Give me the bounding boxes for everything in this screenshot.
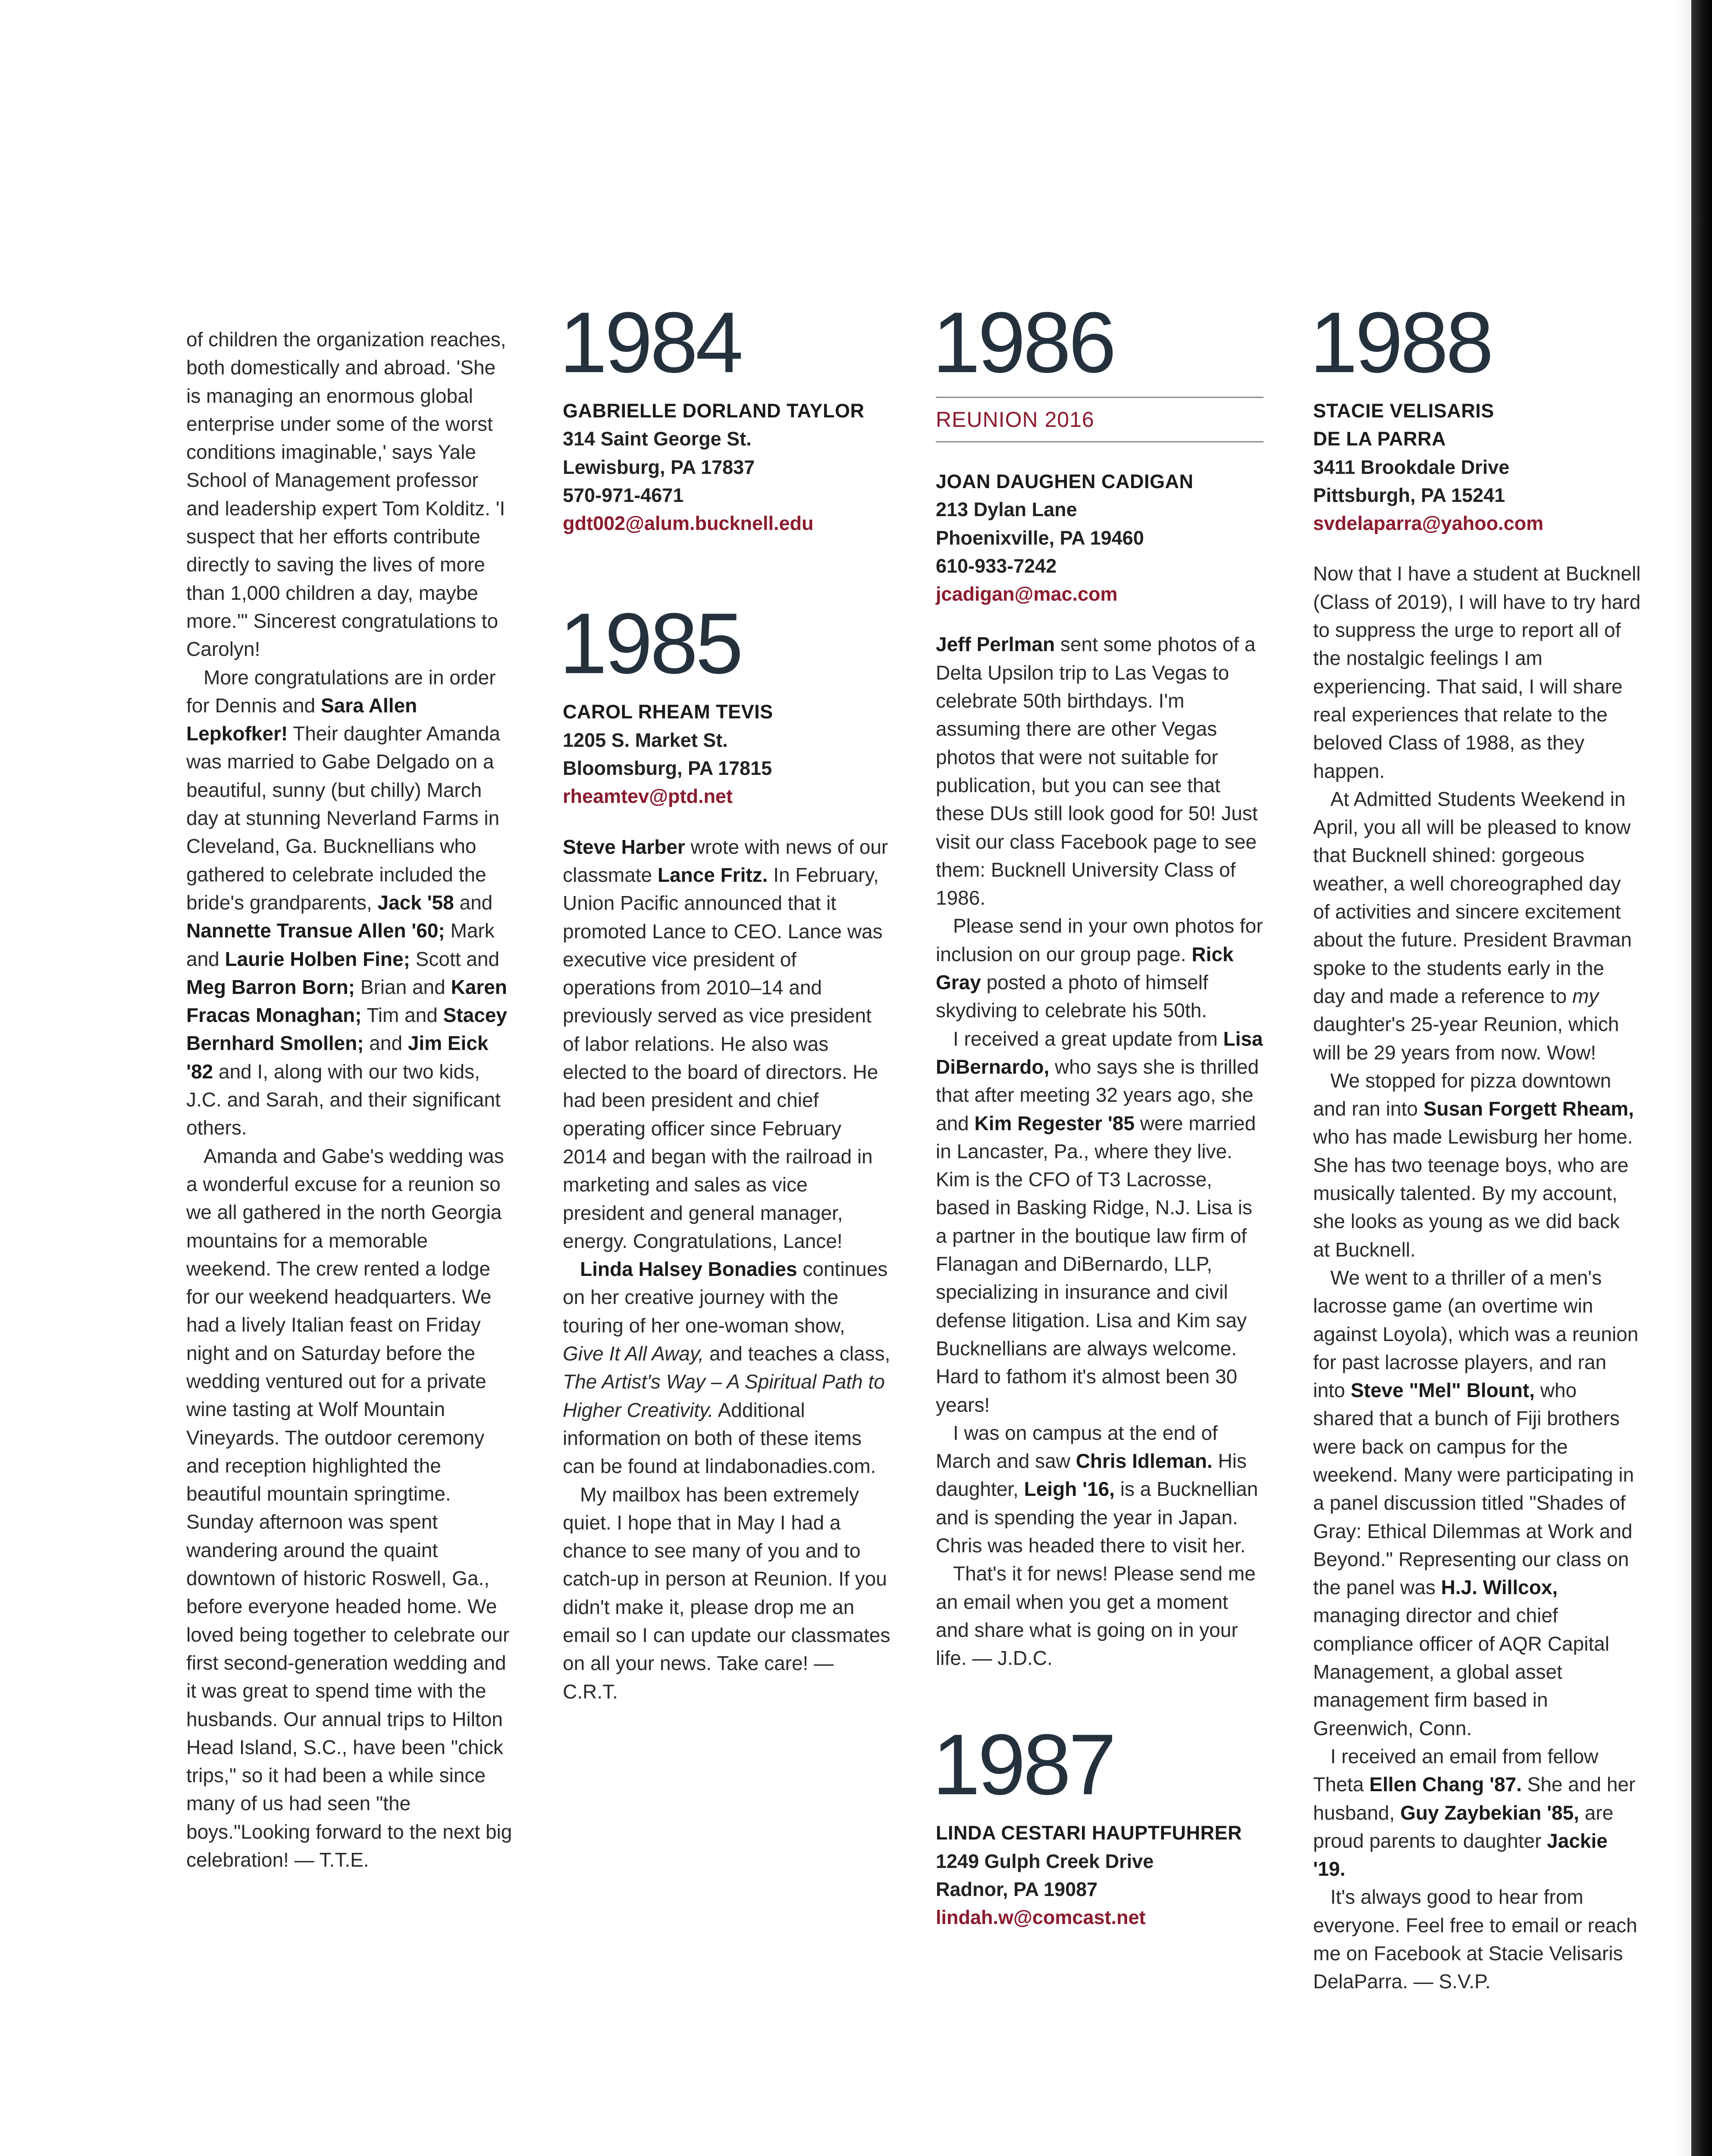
class-note-paragraph xyxy=(1313,1067,1641,1264)
text-run: and xyxy=(364,1032,408,1055)
person-name: Steve Harber xyxy=(563,835,685,858)
text-run: Additional information on both of these items can be found at lindabonadies.com. xyxy=(563,1398,876,1478)
work-title: The Artist's Way – A Spiritual Path to Higher Creativity. xyxy=(563,1370,885,1421)
secretary-email[interactable]: rheamtev@ptd.net xyxy=(563,785,733,808)
secretary-phone: 610-933-7242 xyxy=(936,555,1057,577)
text-run: who says she is thrilled that after meeting 32 years ago, she and xyxy=(936,1055,1259,1134)
person-name: Sara Allen Lepkofker! xyxy=(186,694,417,745)
col1-paragraph: Amanda and Gabe's wedding was a wonderful excuse for a reunion so we all gathered in the north Georgia mountains for a memorable weekend. The crew rented a lodge for our weekend headquarters. We had a lively Italian feast on Friday night and on Saturday before the wedding ventured out for a private wine tasting at Wolf Mountain Vineyards. The outdoor ceremony and reception highlighted the beautiful mountain springtime. Sunday afternoon was spent wandering around the quaint downtown of historic Roswell, Ga., before everyone headed home. We loved being together to celebrate our first second-generation wedding and it was great to spend time with the husbands. Our annual trips to Hilton Head Island, S.C., have been "chick trips," so it had been a while since many of us had seen "the boys."Looking forward to the next big celebration! — T.T.E. xyxy=(186,1144,512,1871)
person-name: Jim Eick '82 xyxy=(186,1032,489,1083)
secretary-address: 314 Saint George St. xyxy=(563,428,752,450)
class-year-heading: 1987 xyxy=(932,1717,1114,1813)
person-name: Lisa DiBernardo, xyxy=(936,1027,1263,1078)
person-name: Meg Barron Born; xyxy=(186,975,355,998)
column-4 xyxy=(1310,295,1641,1996)
class-note-paragraph xyxy=(1313,1264,1641,1742)
person-name: Jackie '19. xyxy=(1313,1829,1608,1880)
text-run: I received a great update from xyxy=(953,1027,1223,1050)
class-secretary-contact xyxy=(1313,397,1641,537)
secretary-phone: 570-971-4671 xyxy=(563,484,684,506)
text-run: are proud parents to daughter xyxy=(1313,1801,1614,1852)
secretary-name: LINDA CESTARI HAUPTFUHRER xyxy=(936,1822,1242,1844)
person-name: Lance Fritz. xyxy=(657,863,768,886)
emphasis: my xyxy=(1572,984,1599,1007)
work-title: Give It All Away, xyxy=(563,1342,704,1365)
text-run: and xyxy=(454,891,493,914)
person-name: H.J. Willcox, xyxy=(1441,1576,1558,1599)
text-run: managing director and chief compliance officer of AQR Capital Management, a global asset management firm based in Greenwich, Conn. xyxy=(1313,1604,1609,1739)
secretary-city: Radnor, PA 19087 xyxy=(936,1878,1098,1901)
class-year-heading: 1986 xyxy=(932,295,1114,391)
text-run: who has made Lewisburg her home. She has two teenage boys, who are musically talented. By my account, she looks as young as we did back at Bucknell. xyxy=(1313,1125,1633,1261)
person-name: Linda Halsey Bonadies xyxy=(580,1258,797,1281)
person-name: Susan Forgett Rheam, xyxy=(1423,1097,1634,1120)
reunion-rule-bottom xyxy=(936,441,1264,442)
person-name: Leigh '16, xyxy=(1024,1478,1115,1501)
reunion-label: REUNION 2016 xyxy=(936,407,1094,432)
class-note-paragraph xyxy=(563,1255,890,1480)
secretary-city: Pittsburgh, PA 15241 xyxy=(1313,484,1505,506)
secretary-city: Lewisburg, PA 17837 xyxy=(563,456,755,478)
class-secretary-contact xyxy=(563,397,890,537)
class-note-paragraph xyxy=(1313,785,1641,1067)
text-run: Their daughter Amanda was married to Gabe Delgado on a beautiful, sunny (but chilly) March day at stunning Neverland Farms in Cleveland, Ga. Bucknellians who gathered to celebrate included the bride's grandparents, xyxy=(186,722,500,914)
col1-paragraph: of children the organization reaches, both domestically and abroad. 'She is managing an enormous global enterprise under some of the worst conditions imaginable,' says Yale School of Management professor and leadership expert Tom Kolditz. 'I suspect that her efforts contribute directly to saving the lives of more than 1,000 children a day, maybe more.'" Sincerest congratulations to Carolyn! xyxy=(186,328,506,661)
person-name: Guy Zaybekian '85, xyxy=(1400,1801,1579,1824)
page-gutter-shadow xyxy=(1674,0,1691,2156)
column-3 xyxy=(932,295,1264,1954)
secretary-city: Bloomsburg, PA 17815 xyxy=(563,757,772,780)
class-note-paragraph: My mailbox has been extremely quiet. I hope that in May I had a chance to see many of you and to catch-up in person at Reunion. If you didn't make it, please drop me an email so I can update our classmates on all your news. Take care! — C.R.T. xyxy=(563,1483,890,1703)
class-secretary-contact xyxy=(936,467,1264,608)
text-run: We went to a thriller of a men's lacrosse game (an overtime win against Loyola), which was a reunion for past lacrosse players, and ran into xyxy=(1313,1266,1639,1402)
secretary-email[interactable]: svdelaparra@yahoo.com xyxy=(1313,512,1544,535)
person-name: Steve "Mel" Blount, xyxy=(1350,1379,1535,1402)
class-note-paragraph: It's always good to hear from everyone. Feel free to email or reach me on Facebook at Stacie Velisaris DelaParra. — S.V.P. xyxy=(1313,1886,1637,1993)
text-run: continues on her creative journey with the touring of her one-woman show, xyxy=(563,1258,888,1337)
text-run: and teaches a class, xyxy=(704,1342,890,1365)
text-run: At Admitted Students Weekend in April, you all will be pleased to know that Bucknell shined: gorgeous weather, a well choreographed day of activities and sincere excitement about the future. President Bravman spoke to the students early in the day and made a reference to xyxy=(1313,787,1632,1007)
secretary-address: 1205 S. Market St. xyxy=(563,729,728,751)
secretary-name: STACIE VELISARIS xyxy=(1313,400,1494,422)
person-name: Ellen Chang '87. xyxy=(1369,1773,1522,1796)
text-run: I was on campus at the end of March and saw xyxy=(936,1421,1218,1473)
secretary-name: JOAN DAUGHEN CADIGAN xyxy=(936,470,1194,492)
text-run: She and her husband, xyxy=(1313,1773,1636,1824)
class-note-paragraph xyxy=(936,630,1264,912)
person-name: Chris Idleman. xyxy=(1075,1450,1213,1473)
person-name: Nannette Transue Allen '60; xyxy=(186,919,445,942)
page-spine-edge xyxy=(1691,0,1712,2156)
text-run: is a Bucknellian and is spending the year in Japan. Chris was headed there to visit her. xyxy=(936,1478,1258,1557)
secretary-name: GABRIELLE DORLAND TAYLOR xyxy=(563,400,865,422)
text-run: Mark and xyxy=(186,919,495,970)
person-name: Kim Regester '85 xyxy=(974,1112,1135,1134)
text-run: I received an email from fellow Theta xyxy=(1313,1745,1599,1796)
class-year-heading: 1985 xyxy=(559,595,741,692)
text-run: and I, along with our two kids, J.C. and Sarah, and their significant others. xyxy=(186,1060,501,1139)
class-secretary-contact xyxy=(936,1819,1264,1931)
secretary-address: 213 Dylan Lane xyxy=(936,498,1077,521)
secretary-email[interactable]: jcadigan@mac.com xyxy=(936,583,1118,605)
text-run: Tim and xyxy=(361,1004,443,1027)
person-name: Rick Gray xyxy=(936,943,1234,994)
column-1 xyxy=(186,326,514,1874)
class-note-paragraph xyxy=(563,833,890,1255)
person-name: Jeff Perlman xyxy=(936,633,1055,656)
col1-paragraph xyxy=(186,664,514,1142)
class-note-paragraph xyxy=(936,1419,1264,1560)
class-note-paragraph xyxy=(936,912,1264,1025)
class-year-heading: 1988 xyxy=(1310,295,1491,391)
text-run: In February, Union Pacific announced that it promoted Lance to CEO. Lance was executive vice president of operations from 2010–14 and previously served as vice president of labor relations. He also was elected to the board of directors. He had been president and chief operating officer since February 2014 and began with the railroad in marketing and sales as vice president and general manager, energy. Congratulations, Lance! xyxy=(563,863,883,1252)
text-run: daughter's 25-year Reunion, which will be 29 years from now. Wow! xyxy=(1313,1013,1619,1064)
person-name: Karen Fracas Monaghan; xyxy=(186,975,507,1027)
text-run: Scott and xyxy=(410,947,500,970)
text-run: wrote with news of our classmate xyxy=(563,835,888,886)
secretary-address: 1249 Gulph Creek Drive xyxy=(936,1850,1154,1872)
text-run: who shared that a bunch of Fiji brothers were back on campus for the weekend. Many were participating in a panel discussion titled "Shades of Gray: Ethical Dilemmas at Work and Beyond." Representing our class on the panel was xyxy=(1313,1379,1634,1599)
secretary-name-continued: DE LA PARRA xyxy=(1313,428,1446,450)
class-secretary-contact xyxy=(563,698,890,810)
text-run: Brian and xyxy=(355,975,451,998)
class-year-heading: 1984 xyxy=(559,295,741,391)
column-2 xyxy=(559,295,890,1706)
secretary-city: Phoenixville, PA 19460 xyxy=(936,526,1144,549)
class-note-paragraph: Now that I have a student at Bucknell (Class of 2019), I will have to try hard to suppress the urge to report all of the nostalgic feelings I am experiencing. That said, I will share real experiences that relate to the beloved Class of 1988, as they happen. xyxy=(1313,562,1641,782)
person-name: Jack '58 xyxy=(377,891,454,914)
text-run: We stopped for pizza downtown and ran into xyxy=(1313,1069,1612,1120)
text-run: posted a photo of himself skydiving to celebrate his 50th. xyxy=(936,971,1208,1022)
text-run: were married in Lancaster, Pa., where they live. Kim is the CFO of T3 Lacrosse, based in Basking Ridge, N.J. Lisa is a partner in the boutique law firm of Flanagan and DiBernardo, LLP, specializing in insurance and civil defense litigation. Lisa and Kim say Bucknellians are always welcome. Hard to fathom it's almost been 30 years! xyxy=(936,1112,1256,1416)
class-note-paragraph xyxy=(936,1025,1264,1419)
text-run: Please send in your own photos for inclusion on our group page. xyxy=(936,915,1263,965)
secretary-address: 3411 Brookdale Drive xyxy=(1313,456,1510,478)
class-note-paragraph xyxy=(1313,1742,1641,1883)
secretary-email[interactable]: gdt002@alum.bucknell.edu xyxy=(563,512,814,535)
text-run: sent some photos of a Delta Upsilon trip to Las Vegas to celebrate 50th birthdays. I'm assuming there are other Vegas photos that were not suitable for publication, but you can see that these DUs still look good for 50! Just visit our class Facebook page to see them: Bucknell University Class of 1986. xyxy=(936,633,1258,909)
text-run: His daughter, xyxy=(936,1450,1247,1501)
secretary-name: CAROL RHEAM TEVIS xyxy=(563,701,773,723)
class-note-paragraph: That's it for news! Please send me an email when you get a moment and share what is going on in your life. — J.D.C. xyxy=(936,1562,1256,1670)
person-name: Laurie Holben Fine; xyxy=(225,947,410,970)
text-run: More congratulations are in order for Dennis and xyxy=(186,666,496,717)
secretary-email[interactable]: lindah.w@comcast.net xyxy=(936,1906,1146,1929)
person-name: Stacey Bernhard Smollen; xyxy=(186,1004,507,1055)
